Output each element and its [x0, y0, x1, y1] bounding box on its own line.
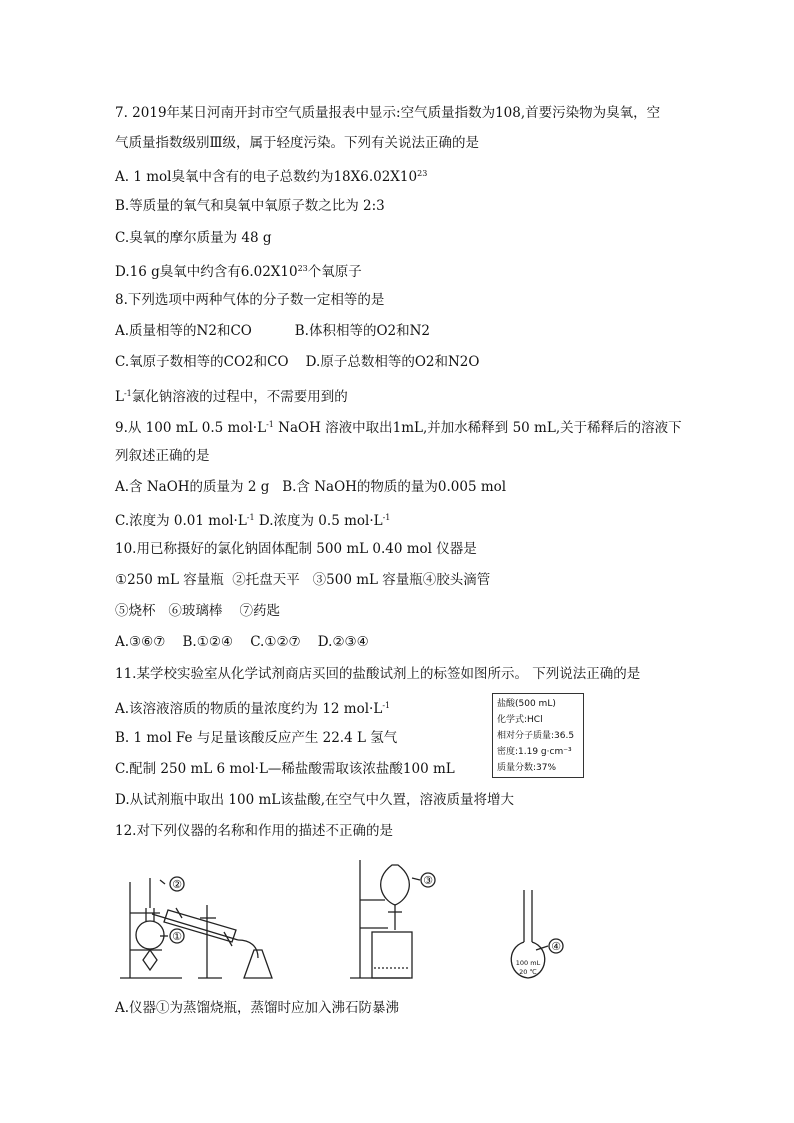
q9-options-ab: A.含 NaOH的质量为 2 g B.含 NaOH的物质的量为0.005 mol: [115, 479, 507, 495]
q11-option-a: A.该溶液溶质的物质的量浓度约为 12 $mol\cdot L^{-1}$: [115, 701, 391, 717]
hcl-reagent-label: [492, 693, 584, 778]
q11-stem: 11.某学校实验室从化学试剂商店买回的盐酸试剂上的标签如图所示。 下列说法正确的是: [115, 666, 641, 682]
q9-options-cd: C.浓度为 0.01 $mol\cdot L^{-1}$ D.浓度为 0.5 $mol\cdot L^{-1}$: [115, 513, 391, 529]
label-line-formula: 化学式:HCl: [497, 715, 543, 725]
q7-option-b: B.等质量的氧气和臭氧中氧原子数之比为 2:3: [115, 198, 385, 214]
q12-stem: 12.对下列仪器的名称和作用的描述不正确的是: [115, 823, 393, 839]
label-line-mass-fraction: 质量分数:37%: [497, 763, 557, 773]
apparatus-number-1: ①: [172, 930, 182, 943]
q7-stem-line1: 7. 2019年某日河南开封市空气质量报表中显示:空气质量指数为108,首要污染物为臭氧，空: [115, 105, 661, 121]
q8-options-ab: A.质量相等的N2和CO B.体积相等的O2和N2: [115, 323, 431, 339]
apparatus-number-3: ③: [423, 874, 433, 887]
stray-fragment: $L^{-1}$氯化钠溶液的过程中，不需要用到的: [115, 389, 348, 405]
q9-stem-line1: 9.从 100 mL 0.5 $mol\cdot L^{-1}$ NaOH 溶液中取出1mL,并加水稀释到 50 mL,关于稀释后的溶液下: [115, 420, 682, 436]
q12-option-a: A.仪器①为蒸馏烧瓶，蒸馏时应加入沸石防暴沸: [115, 1000, 400, 1016]
lab-apparatus-figure: [0, 850, 794, 1000]
q10-items-line1: ①250 mL 容量瓶 ②托盘天平 ③500 mL 容量瓶④胶头滴管: [115, 572, 491, 588]
q9-stem-line2: 列叙述正确的是: [115, 448, 210, 464]
q7-option-c: C.臭氧的摩尔质量为 48 g: [115, 230, 272, 246]
apparatus-number-4: ④: [551, 940, 561, 953]
q7-option-d: D.16 g臭氧中约含有$6.02X10^{23}$个氧原子: [115, 264, 362, 280]
q8-stem: 8.下列选项中两种气体的分子数一定相等的是: [115, 292, 385, 308]
q10-stem: 10.用已称摄好的氯化钠固体配制 500 mL 0.40 mol 仪器是: [115, 541, 477, 557]
flask-temperature-label: 20 ℃: [519, 968, 537, 976]
q11-option-b: B. 1 mol Fe 与足量该酸反应产生 22.4 L 氢气: [115, 730, 398, 746]
label-line-molar-mass: 相对分子质量:36.5: [497, 731, 575, 741]
distillation-apparatus: [120, 877, 272, 978]
q7-stem-line2: 气质量指数级别Ⅲ级，属于轻度污染。下列有关说法正确的是: [115, 135, 480, 151]
q11-option-c: C.配制 250 mL 6 mol·L—稀盐酸需取该浓盐酸100 mL: [115, 761, 455, 777]
apparatus-number-2: ②: [172, 878, 182, 891]
q10-options: A.③⑥⑦ B.①②④ C.①②⑦ D.②③④: [115, 634, 369, 650]
label-line-density: 密度:1.19 g·cm⁻³: [497, 747, 572, 757]
q8-options-cd: C.氧原子数相等的CO2和CO D.原子总数相等的O2和N2O: [115, 354, 480, 370]
flask-volume-label: 100 mL: [515, 959, 541, 967]
q10-items-line2: ⑤烧杯 ⑥玻璃棒 ⑦药匙: [115, 603, 281, 619]
label-line-name: 盐酸(500 mL): [497, 699, 556, 709]
q7-option-a: A. 1 mol臭氧中含有的电子总数约为$18X6.02X10^{23}$: [115, 169, 428, 185]
q11-option-d: D.从试剂瓶中取出 100 mL该盐酸,在空气中久置，溶液质量将增大: [115, 792, 515, 808]
